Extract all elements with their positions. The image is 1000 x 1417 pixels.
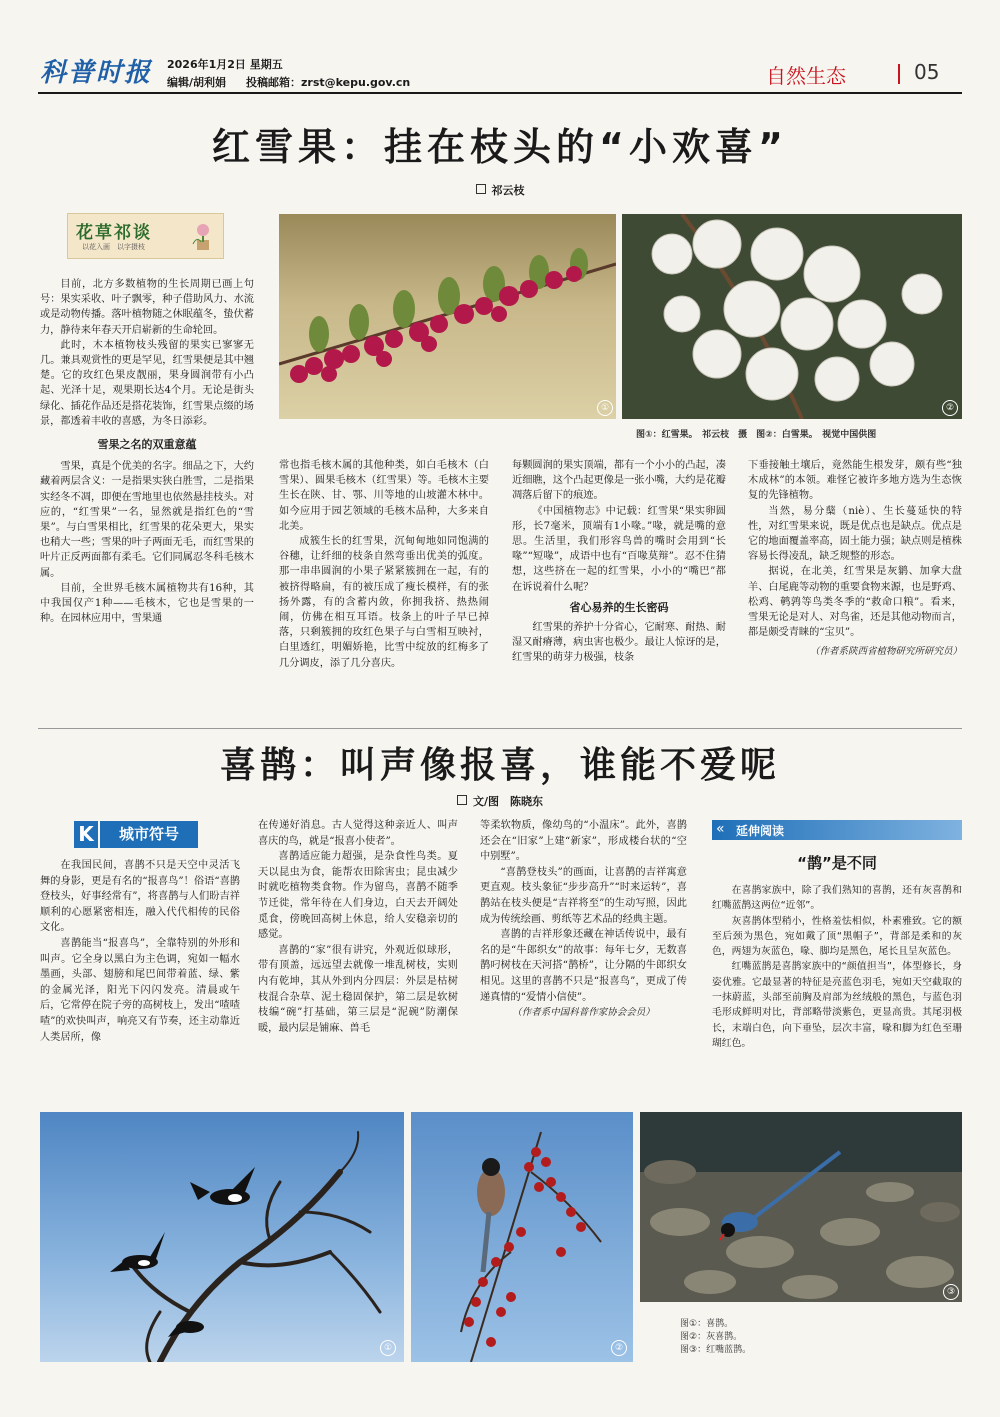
paragraph: 目前，全世界毛核木属植物共有16种，其中我国仅产1种——毛核木，它也是雪果的一种。在园林应用中，雪果通 [40, 582, 254, 625]
article2-title: 喜鹊：叫声像报喜，谁能不爱呢 [219, 745, 780, 786]
white-snowberry-photo [622, 214, 962, 419]
paragraph: 在喜鹊家族中，除了我们熟知的喜鹊，还有灰喜鹊和红嘴蓝鹊这两位“近邻”。 [712, 885, 962, 912]
flower-illustration-icon [187, 218, 217, 254]
article2-captions [680, 1318, 751, 1357]
paragraph: 此时，木本植物枝头残留的果实已寥寥无几。兼具观赏性的更是罕见，红雪果便是其中翘楚。它的玫红色果皮靓丽，果身圆润带有小凸起、光泽十足，观果期长达4个月。无论是街头绿化、插花作品还是搭花装饰，红雪果点缀的场景，都透着丰收的喜感，为冬日添彩。 [40, 339, 254, 427]
paragraph: 喜鹊的“家”很有讲究，外观近似球形，带有顶盖，远远望去就像一堆乱树枝，实则内有乾坤，其从外到内分四层：外层是枯树枝混合杂草、泥土稳固保护，第二层是软树枝编“碗”打基础，第三层是“泥碗”防潮保暖，最内层是铺麻、兽毛 [258, 944, 458, 1034]
article2-column-2 [258, 818, 458, 1036]
article2-column-3 [480, 818, 687, 1021]
caption-line: 图②：灰喜鹊。 [680, 1332, 743, 1342]
paragraph: 喜鹊的吉祥形象还藏在神话传说中，最有名的是“牛郎织女”的故事：每年七夕，无数喜鹊叼树枝在天河搭“鹊桥”，让分隔的牛郎织女相见。这里的喜鹊不只是“报喜鸟”，更成了传递真情的“爱情小信使”。 [480, 929, 687, 1003]
red-snowberry-photo [279, 214, 616, 419]
paragraph: 下垂接触土壤后，竟然能生根发芽，颇有些“独木成林”的本领。难怪它被许多地方选为生态恢复的先锋植物。 [748, 460, 962, 502]
caption-line: 图③：红嘴蓝鹊。 [680, 1345, 752, 1355]
article2-column-1 [40, 858, 240, 1045]
section-title: 自然生态 [766, 64, 846, 88]
extended-reading-label: 延伸阅读 [736, 824, 785, 838]
red-billed-blue-magpie-photo [640, 1112, 962, 1302]
article1-column-4 [748, 458, 962, 660]
byline-box-icon [476, 184, 486, 194]
paragraph: 喜鹊适应能力超强，是杂食性鸟类。夏天以昆虫为食，能帮农田除害虫；昆虫减少时就吃植物类食物。作为留鸟，喜鹊不随季节迁徙，常年待在人们身边，白天去开阔处觅食，傍晚回高树上休息，给人安稳亲切的感觉。 [258, 851, 458, 941]
caption-line: 图①：喜鹊。 [680, 1319, 734, 1329]
article-separator [38, 728, 962, 729]
masthead-editor: 编辑/胡利娟 [167, 76, 227, 89]
article1-author: 祁云枝 [491, 184, 525, 197]
column-banner [67, 213, 224, 259]
photo-number-1: ① [380, 1340, 396, 1356]
masthead-date: 2026年1月2日 星期五 [167, 58, 283, 71]
paragraph: 雪果，真是个优美的名字。细品之下，大约藏着两层含义：一是指果实狭白胜雪，二是指果实经冬不凋，即便在雪地里也依然悬挂枝头。对应的，“红雪果”一名，显然就是指红色的“雪果”。与白雪果相比，红雪果的花朵更大，果实也稍大一些；雪果的叶子两面无毛，而红雪果的叶片正反两面都有柔毛。它们同属忍冬科毛核木属。 [40, 461, 254, 579]
double-chevron-icon: « [716, 821, 725, 837]
paragraph: 常也指毛核木属的其他种类，如白毛核木（白雪果）、圆果毛核木（红雪果）等。毛核木主要生长在陕、甘、鄂、川等地的山坡灌木林中。如今应用于园艺领域的毛核木品种，大多来自北美。 [279, 460, 489, 532]
paragraph: “喜鹊登枝头”的画面，让喜鹊的吉祥寓意更直观。枝头象征“步步高升”“时来运转”，喜鹊站在枝头便是“吉祥将至”的生动写照，因此成为传统绘画、剪纸等艺术品的经典主题。 [480, 866, 687, 925]
paragraph: 灰喜鹊体型稍小，性格羞怯相似，朴素雅致。它的额至后颈为黑色，宛如戴了顶“黑帽子”，背部是柔和的灰色，两翅为灰蓝色，喙、脚均是黑色，尾长且呈灰蓝色。 [712, 915, 962, 958]
paragraph: 红雪果的养护十分省心，它耐寒、耐热、耐湿又耐瘠薄，病虫害也极少。最让人惊讶的是，红雪果的萌芽力极强，枝条 [512, 622, 726, 664]
paragraph: 在我国民间，喜鹊不只是天空中灵活飞舞的身影，更是有名的“报喜鸟”！俗语“喜鹊登枝头，好事经常有”，将喜鹊与人们盼吉祥顺利的心愿紧密相连，融入代代相传的民俗文化。 [40, 860, 240, 934]
sidebar-title: “鹊”是不同 [797, 854, 877, 872]
article1-byline [0, 182, 1000, 198]
byline-box-icon [457, 795, 467, 805]
paragraph: 成簇生长的红雪果，沉甸甸地如同饱满的谷穗，让纤细的枝条自然弯垂出优美的弧度。那一串串圆润的小果子紧紧簇拥在一起，有的被挤得略扁，有的被压成了瘦长模样，有的张扬外露，有的含蓄内敛，你拥我挤、热热闹闹，仿佛在相互耳语。枝条上的叶子早已掉落，只剩簇拥的玫红色果子与白雪相互映衬，白里透红，明媚娇艳，比雪中绽放的红梅多了几分调皮，添了几分喜庆。 [279, 536, 489, 669]
article1-column-2 [279, 458, 489, 671]
column-banner-title: 花草祁谈 [76, 223, 152, 243]
article2-byline [0, 793, 1000, 809]
extended-reading-header [712, 820, 962, 840]
subheading-1: 雪果之名的双重意蕴 [97, 438, 197, 452]
azure-winged-magpie-photo [411, 1112, 633, 1362]
paragraph: 当然，易分蘖（niè）、生长蔓延快的特性，对红雪果来说，既是优点也是缺点。优点是它的地面覆盖率高，固土能力强；缺点则是植株容易长得凌乱，缺乏规整的形态。 [748, 505, 962, 563]
paragraph: 红嘴蓝鹊是喜鹊家族中的“颜值担当”，体型修长，身姿优雅。它最显著的特征是亮蓝色羽毛，宛如天空截取的一抹蔚蓝，头部至前胸及肩部为丝绒般的黑色，与蓝色羽毛形成鲜明对比，背部略带淡紫色，更显高贵。其尾羽极长，末端白色，向下垂坠，层次丰富，喙和脚为红色至珊瑚红色。 [712, 961, 962, 1049]
banner-k-icon: K [74, 821, 98, 848]
paragraph: 喜鹊能当“报喜鸟”，全靠特别的外形和叫声。它全身以黑白为主色调，宛如一幅水墨画，头部、翅膀和尾巴间带着蓝、绿、紫的金属光泽，阳光下闪闪发亮。清晨或午后，它常停在院子旁的高树枝上，发出“喳喳喳”的欢快叫声，响亮又有节奏，还主动靠近人类居所，像 [40, 937, 240, 1043]
paragraph: 《中国植物志》中记载：红雪果“果实卵圆形，长7毫米，顶端有1小喙。”喙，就是嘴的意思。生活里，我们形容鸟兽的嘴时会用到“长喙”“短喙”，成语中也有“百喙莫辩”。忍不住猜想，这些挤在一起的红雪果，小小的“嘴巴”都在诉说着什么呢？ [512, 505, 726, 593]
paragraph: 每颗圆润的果实顶端，都有一个小小的凸起，凑近细瞧，这个凸起更像是一张小嘴，大约是花瓣凋落后留下的痕迹。 [512, 460, 726, 502]
article1-caption: 图①：红雪果。 祁云枝 摄 图②：白雪果。 视觉中国供图 [636, 430, 877, 440]
city-symbol-banner [74, 821, 198, 848]
section-divider [898, 64, 900, 84]
article1-author-note: （作者系陕西省植物研究所研究员） [809, 646, 962, 658]
photo-number-1: ① [597, 400, 613, 416]
masthead-email: 投稿邮箱：zrst@kepu.gov.cn [246, 76, 411, 89]
photo-number-2: ② [611, 1340, 627, 1356]
photo-number-3: ③ [943, 1284, 959, 1300]
article1-column-1 [40, 277, 254, 626]
article2-author-note: （作者系中国科普作家协会会员） [512, 1007, 655, 1019]
subheading-2: 省心易养的生长密码 [569, 600, 669, 614]
sidebar-body [712, 883, 962, 1051]
paragraph: 在传递好消息。古人觉得这种亲近人、叫声喜庆的鸟，就是“报喜小使者”。 [258, 820, 458, 847]
article2-author: 文/图 陈晓东 [472, 795, 544, 808]
column-banner-sub: 以花入画 以字摄枝 [82, 243, 145, 251]
photo-number-2: ② [942, 400, 958, 416]
masthead-rule [38, 92, 962, 94]
city-symbol-label: 城市符号 [100, 821, 198, 848]
paragraph: 据说，在北美，红雪果是灰鹟、加拿大盘羊、白尾鹿等动物的重要食物来源，也是野鸡、松鸡、鹌鹑等鸟类冬季的“救命口粮”。看来，雪果无论是对人、对鸟雀，还是其他动物而言，都是颇受青睐的“宝贝”。 [748, 566, 962, 639]
article1-column-3 [512, 458, 726, 666]
magpie-photo [40, 1112, 404, 1362]
article1-title: 红雪果：挂在枝头的“小欢喜” [212, 125, 788, 169]
masthead-logo: 科普时报 [40, 58, 153, 88]
paragraph: 等柔软物质，像幼鸟的“小温床”。此外，喜鹊还会在“旧家”上建“新家”，形成楼台状的“空中别墅”。 [480, 820, 687, 863]
paragraph: 目前，北方多数植物的生长周期已画上句号：果实采收、叶子飘零，种子借助风力、水流或是动物传播。落叶植物随之休眠蕴冬，蛰伏蓄力，静待来年春天开启崭新的生命轮回。 [40, 279, 254, 336]
page-number: 05 [914, 60, 940, 84]
extended-reading-sidebar [712, 820, 962, 1051]
